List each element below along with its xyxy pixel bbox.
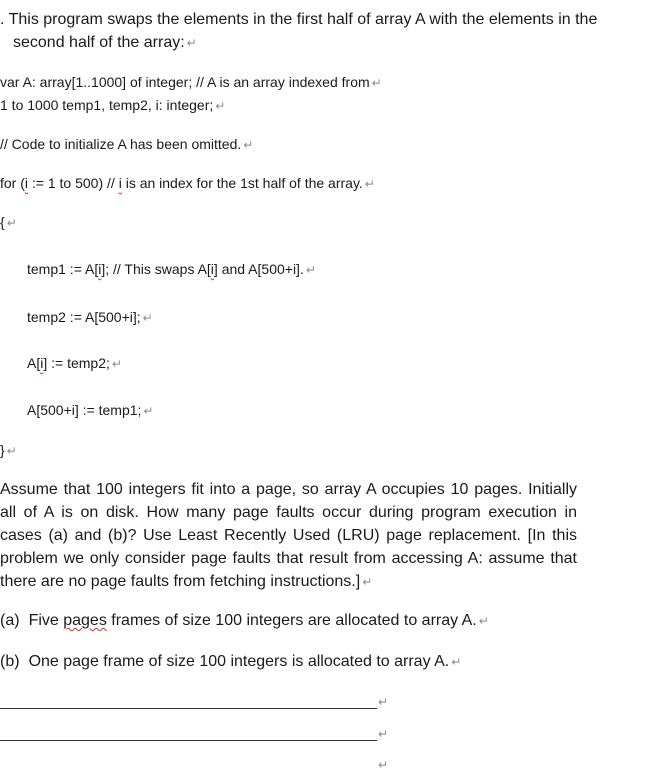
spellcheck-word: i (118, 175, 122, 191)
paragraph-mark: ↵ (142, 311, 153, 325)
code-stmt2: temp2 := A[500+i]; ↵ (27, 309, 153, 325)
code-open-brace: { ↵ (0, 214, 17, 230)
paragraph-mark: ↵ (362, 575, 373, 589)
code-range-line: 1 to 1000 temp1, temp2, i: integer; ↵ (0, 97, 226, 113)
paragraph-mark: ↵ (371, 76, 382, 90)
code-var-line: var A: array[1..1000] of integer; // A is an array indexed from ↵ (0, 74, 382, 90)
answer-line (0, 740, 377, 741)
code-close-brace: } ↵ (0, 442, 17, 458)
paragraph-mark: ↵ (451, 655, 462, 669)
spellcheck-word: i (98, 261, 102, 277)
part-b: (b) One page frame of size 100 integers is allocated to array A. ↵ (0, 653, 462, 670)
paragraph-mark: ↵ (478, 614, 489, 628)
paragraph-mark: ↵ (364, 177, 375, 191)
paragraph-mark: ↵ (111, 357, 122, 371)
problem-text: Assume that 100 integers fit into a page, so array A occupies 10 pages. Initially all of A is on disk. How many page faults occur during program execution in cases (a) and (b)? Use Least Recently Used (LRU) page replacement. [In this problem we only consider page faults that result from accessing A: assume that there are no page faults from fetching instructions.] (0, 481, 577, 590)
question-number: . (0, 11, 9, 28)
part-a-label: (a) (0, 612, 20, 629)
paragraph-mark: ↵ (378, 758, 389, 772)
problem-paragraph (0, 478, 577, 594)
code-stmt3: A[i] := temp2; ↵ (27, 355, 122, 371)
question-intro-line2: second half of the array: ↵ (13, 34, 197, 51)
paragraph-mark: ↵ (378, 727, 389, 741)
spellcheck-word: i (40, 355, 44, 371)
question-intro-line1 (0, 9, 597, 31)
paragraph-mark: ↵ (6, 216, 17, 230)
question-intro-text: This program swaps the elements in the first half of array A with the elements in the (8, 11, 598, 28)
spellcheck-word: pages (63, 612, 107, 629)
paragraph-mark: ↵ (243, 138, 254, 152)
part-b-label: (b) (0, 653, 20, 670)
code-stmt1: temp1 := A[i]; // This swaps A[i] and A[500+i]. ↵ (27, 261, 316, 277)
paragraph-mark: ↵ (143, 404, 154, 418)
code-for-line: for (i := 1 to 500) // i is an index for the 1st half of the array. ↵ (0, 175, 375, 191)
paragraph-mark: ↵ (305, 263, 316, 277)
answer-line (0, 708, 377, 709)
paragraph-mark: ↵ (6, 444, 17, 458)
part-a: (a) Five pages frames of size 100 integers are allocated to array A. ↵ (0, 612, 489, 629)
code-comment-line: // Code to initialize A has been omitted. ↵ (0, 136, 254, 152)
paragraph-mark: ↵ (215, 99, 226, 113)
paragraph-mark: ↵ (186, 36, 197, 50)
paragraph-mark: ↵ (378, 695, 389, 709)
code-stmt4: A[500+i] := temp1; ↵ (27, 402, 154, 418)
spellcheck-word: i (24, 175, 29, 191)
spellcheck-word: i (210, 261, 214, 277)
